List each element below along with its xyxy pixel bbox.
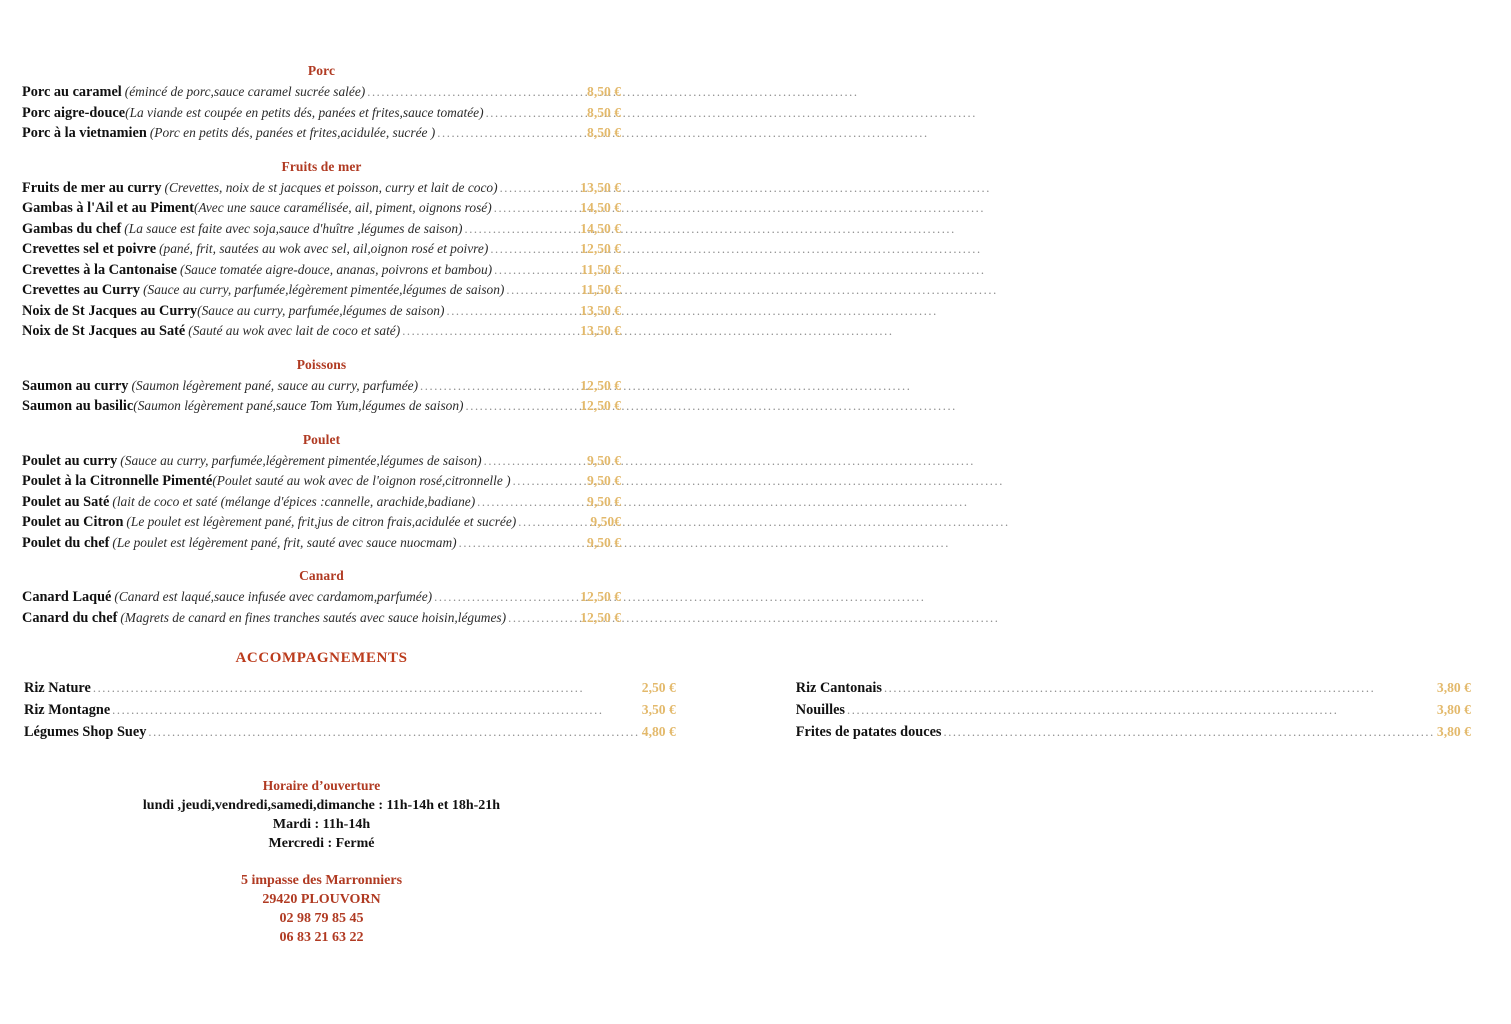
- menu-item-row: [22, 608, 621, 629]
- accompagnement-name: Riz Cantonais: [795, 680, 882, 696]
- menu-item-row: [22, 512, 621, 533]
- dish-name: Poulet à la Citronnelle Pimenté: [22, 473, 213, 489]
- leader-dots: [500, 179, 579, 199]
- accompagnement-name: Légumes Shop Suey: [24, 724, 147, 740]
- section-porc: [22, 62, 621, 144]
- section-heading-accompagnements: ACCOMPAGNEMENTS: [235, 650, 408, 666]
- section-heading-porc: Porc: [307, 63, 336, 78]
- menu-item-row: [22, 492, 621, 513]
- menu-item-row: [22, 587, 621, 608]
- dish-name: Gambas du chef: [22, 220, 122, 237]
- accompagnement-name: Nouilles: [795, 702, 846, 718]
- dish-name: Canard du chef: [22, 609, 118, 626]
- accompagnements-right-column: [796, 677, 1511, 743]
- dish-price: 12,50 €: [580, 589, 621, 604]
- dish-description: (lait de coco et saté (mélange d'épices :cannelle, arachide,badiane): [112, 493, 476, 509]
- address-street: 5 impasse des Marronniers: [240, 873, 403, 888]
- hours-line: Mercredi : Fermé: [268, 836, 375, 851]
- section-heading-poulet: Poulet: [302, 431, 341, 447]
- dish-name: Poulet du chef: [22, 534, 110, 551]
- dish-name: Porc au caramel: [22, 84, 122, 100]
- menu-item-row: [22, 321, 621, 342]
- menu-item-row: [22, 178, 621, 199]
- dish-price: 12,50 €: [580, 377, 621, 393]
- accompagnement-row: [796, 677, 1471, 699]
- menu-item-row: [22, 239, 621, 260]
- dish-name: Crevettes au Curry: [22, 282, 141, 298]
- leader-dots: [446, 302, 578, 322]
- dish-name: Saumon au basilic: [22, 398, 134, 414]
- leader-dots: [506, 281, 579, 301]
- leader-dots: [93, 678, 640, 699]
- dish-price: 14,50 €: [580, 200, 621, 215]
- phone-number-primary[interactable]: 02 98 79 85 45: [279, 911, 364, 926]
- dish-name: Porc aigre-douce: [22, 104, 126, 121]
- leader-dots: [434, 588, 578, 608]
- accompagnement-price: 4,80 €: [641, 724, 676, 739]
- accompagnement-price: 3,80 €: [1436, 724, 1471, 739]
- section-poulet: [22, 431, 621, 554]
- section-accompagnements: [22, 650, 1471, 743]
- dish-description: (Avec une sauce caramélisée, ail, piment, oignons rosé): [193, 200, 492, 215]
- address-city: 29420 PLOUVORN: [262, 892, 381, 907]
- hours-title: Horaire d’ouverture: [262, 778, 381, 793]
- dish-description: (Saumon légèrement pané, sauce au curry, parfumée): [131, 377, 419, 393]
- leader-dots: [490, 240, 578, 260]
- dish-description: (Saumon légèrement pané,sauce Tom Yum,légumes de saison): [133, 398, 464, 413]
- dish-price: 9,50 €: [587, 452, 621, 468]
- section-fruits-de-mer: [22, 158, 621, 342]
- accompagnements-left-column: [22, 677, 796, 743]
- dish-name: Canard Laqué: [22, 589, 112, 605]
- dish-price: 9,50 €: [587, 473, 621, 488]
- section-heading-fruits-de-mer: Fruits de mer: [281, 158, 362, 174]
- dish-description: (Le poulet est légèrement pané, frit, sauté avec sauce nuocmam): [112, 534, 457, 550]
- dish-name: Gambas à l'Ail et au Piment: [22, 200, 194, 216]
- dish-price: 9,50€: [590, 514, 621, 529]
- leader-dots: [486, 104, 585, 124]
- dish-price: 13,50 €: [580, 302, 621, 318]
- dish-price: 8,50 €: [587, 104, 621, 120]
- dish-price: 9,50 €: [587, 534, 621, 550]
- menu-item-row: [22, 103, 621, 124]
- accompagnement-row: [796, 721, 1471, 743]
- dish-price: 9,50 €: [587, 493, 621, 509]
- accompagnement-name: Riz Montagne: [24, 702, 111, 718]
- accompagnement-name: Riz Nature: [24, 680, 91, 696]
- dish-name: Fruits de mer au curry: [22, 179, 162, 196]
- accompagnement-name: Frites de patates douces: [795, 724, 942, 740]
- dish-price: 11,50 €: [580, 282, 621, 297]
- dish-description: (Le poulet est légèrement pané, frit,jus de citron frais,acidulée et sucrée): [126, 514, 517, 529]
- leader-dots: [513, 472, 585, 492]
- accompagnement-row: [796, 699, 1471, 721]
- accompagnement-row: [24, 677, 676, 699]
- dish-name: Poulet au Citron: [22, 514, 124, 530]
- hours-line: Mardi : 11h-14h: [272, 817, 371, 832]
- dish-price: 12,50 €: [580, 609, 621, 625]
- menu-item-row: [22, 451, 621, 472]
- leader-dots: [508, 609, 578, 629]
- leader-dots: [464, 220, 578, 240]
- dish-name: Saumon au curry: [22, 377, 129, 394]
- dish-description: (Porc en petits dés, panées et frites,acidulée, sucrée ): [149, 125, 436, 140]
- section-poissons: [22, 356, 621, 417]
- leader-dots: [477, 493, 585, 513]
- leader-dots: [437, 124, 585, 144]
- leader-dots: [943, 722, 1434, 743]
- leader-dots: [847, 700, 1435, 721]
- leader-dots: [420, 377, 578, 397]
- section-canard: [22, 567, 621, 628]
- menu-item-row: [22, 82, 621, 103]
- leader-dots: [367, 83, 585, 103]
- menu-item-row: [22, 260, 621, 281]
- dish-price: 8,50 €: [587, 84, 621, 99]
- dish-description: (émincé de porc,sauce caramel sucrée salée): [124, 84, 366, 99]
- dish-price: 8,50 €: [587, 125, 621, 140]
- menu-item-row: [22, 376, 621, 397]
- dish-name: Noix de St Jacques au Curry: [22, 302, 198, 319]
- footer-address-block: [22, 871, 621, 947]
- accompagnement-price: 2,50 €: [641, 680, 676, 695]
- dish-price: 14,50 €: [580, 220, 621, 236]
- leader-dots: [518, 513, 588, 533]
- dish-description: (Sauce au curry, parfumée,légumes de saison): [197, 302, 445, 318]
- leader-dots: [112, 700, 640, 721]
- phone-number-secondary[interactable]: 06 83 21 63 22: [279, 930, 364, 945]
- dish-description: (Crevettes, noix de st jacques et poisson, curry et lait de coco): [164, 179, 498, 195]
- dish-name: Crevettes sel et poivre: [22, 241, 157, 257]
- dish-description: (Sauce au curry, parfumée,légèrement pimentée,légumes de saison): [143, 282, 505, 297]
- dish-description: (Sauté au wok avec lait de coco et saté): [188, 323, 401, 338]
- dish-description: (Magrets de canard en fines tranches sautés avec sauce hoisin,légumes): [120, 609, 507, 625]
- leader-dots: [494, 199, 579, 219]
- leader-dots: [884, 678, 1435, 699]
- accompagnement-row: [24, 721, 676, 743]
- dish-price: 12,50 €: [580, 398, 621, 413]
- menu-item-row: [22, 471, 621, 492]
- dish-name: Poulet au curry: [22, 452, 118, 469]
- dish-name: Porc à la vietnamien: [22, 125, 147, 141]
- dish-price: 13,50 €: [580, 179, 621, 195]
- menu-item-row: [22, 123, 621, 144]
- dish-description: (pané, frit, sautées au wok avec sel, ail,oignon rosé et poivre): [159, 241, 489, 256]
- menu-item-row: [22, 301, 621, 322]
- menu-item-row: [22, 396, 621, 417]
- menu-item-row: [22, 280, 621, 301]
- dish-name: Crevettes à la Cantonaise: [22, 261, 177, 278]
- dish-name: Noix de St Jacques au Saté: [22, 323, 186, 339]
- hours-line: lundi ,jeudi,vendredi,samedi,dimanche : 11h-14h et 18h-21h: [142, 798, 501, 813]
- dish-description: (La viande est coupée en petits dés, panées et frites,sauce tomatée): [125, 104, 484, 120]
- dish-description: (La sauce est faite avec soja,sauce d'huître ,légumes de saison): [124, 220, 463, 236]
- leader-dots: [148, 722, 639, 743]
- accompagnements-columns: [22, 677, 1471, 743]
- footer-hours-block: [22, 777, 621, 947]
- accompagnement-price: 3,80 €: [1436, 680, 1471, 695]
- dish-description: (Sauce au curry, parfumée,légèrement pimentée,légumes de saison): [120, 452, 482, 468]
- accompagnement-row: [24, 699, 676, 721]
- leader-dots: [484, 452, 585, 472]
- accompagnement-price: 3,80 €: [1436, 702, 1471, 717]
- dish-price: 11,50 €: [580, 261, 621, 277]
- dish-name: Poulet au Saté: [22, 493, 110, 510]
- dish-description: (Canard est laqué,sauce infusée avec cardamom,parfumée): [114, 589, 433, 604]
- section-heading-canard: Canard: [299, 568, 344, 583]
- section-heading-poissons: Poissons: [296, 356, 347, 372]
- dish-price: 12,50 €: [580, 241, 621, 256]
- leader-dots: [402, 322, 578, 342]
- menu-item-row: [22, 198, 621, 219]
- dish-description: (Sauce tomatée aigre-douce, ananas, poivrons et bambou): [180, 261, 493, 277]
- dish-description: (Poulet sauté au wok avec de l'oignon rosé,citronnelle ): [212, 473, 511, 488]
- accompagnement-price: 3,50 €: [641, 702, 676, 717]
- leader-dots: [459, 534, 585, 554]
- leader-dots: [466, 397, 579, 417]
- menu-item-row: [22, 533, 621, 554]
- dish-price: 13,50 €: [580, 323, 621, 338]
- leader-dots: [494, 261, 579, 281]
- menu-item-row: [22, 219, 621, 240]
